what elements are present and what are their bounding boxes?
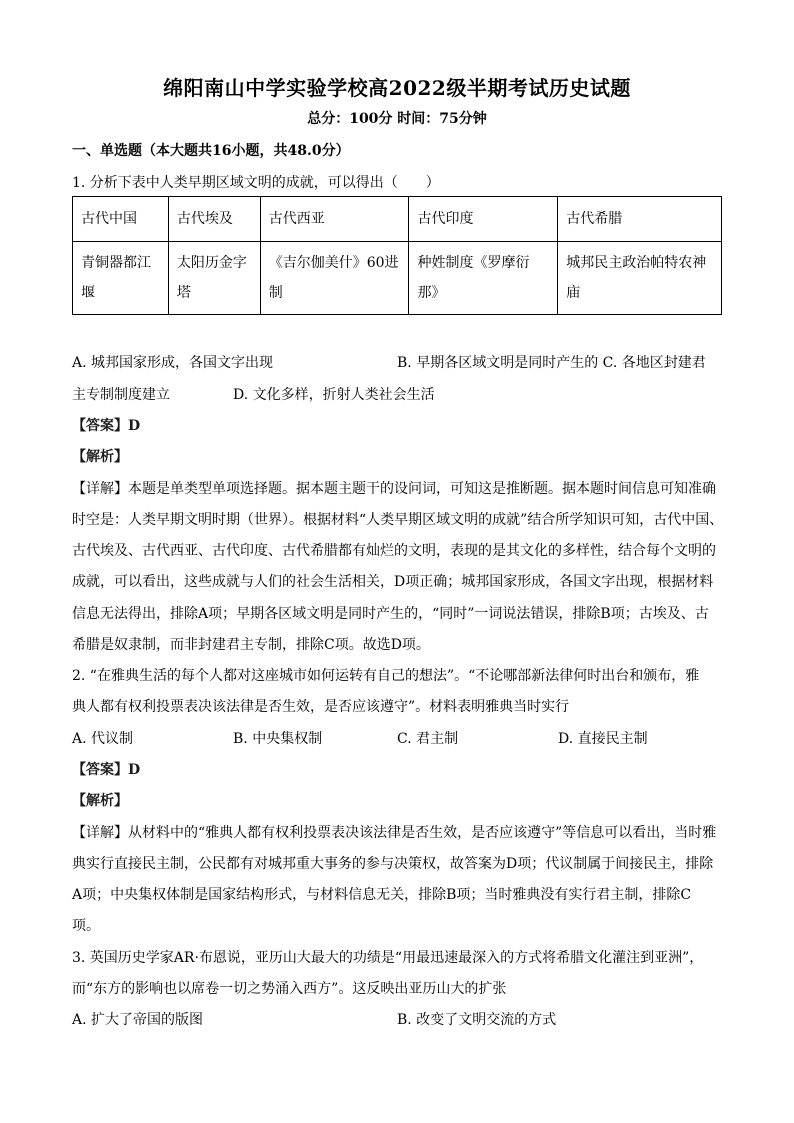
q1-analysis-label: 【解析】 [72,449,128,465]
q1-answer: 【答案】D [72,418,141,434]
table-header-cell: 古代希腊 [558,197,722,242]
q1-detail-line: 【详解】本题是单类型单项选择题。据本题主题干的设问词，可知这是推断题。据本题时间信息可知准确 [72,481,716,497]
q3-option-a: A. 扩大了帝国的版图 [72,1012,204,1028]
q1-stem: 1. 分析下表中人类早期区域文明的成就，可以得出（ ） [72,175,440,191]
table-row [73,242,722,315]
civilization-table [72,196,722,315]
q2-stem-line: 2. “在雅典生活的每个人都对这座城市如何运转有自己的想法”。“不论哪部新法律何时出台和颁布，雅 [72,668,700,684]
table-header-row [73,197,722,242]
table-cell: 《吉尔伽美什》60进制 [260,242,409,315]
table-cell: 青铜器都江堰 [73,242,169,315]
q2-analysis-label: 【解析】 [72,793,128,809]
section-heading: 一、单选题（本大题共16小题，共48.0分） [72,143,350,159]
q1-option-b-c: B. 早期各区域文明是同时产生的 C. 各地区封建君 [397,355,706,371]
exam-info: 总分：100分 时间：75分钟 [307,111,487,127]
q2-detail-line: 典实行直接民主制，公民都有对城邦重大事务的参与决策权，故答案为D项；代议制属于间接民主，排除 [72,856,714,872]
q1-detail-line: 古代埃及、古代西亚、古代印度、古代希腊都有灿烂的文明，表现的是其文化的多样性，结合每个文明的 [72,543,716,559]
q2-option-b: B. 中央集权制 [233,731,323,747]
table-header-cell: 古代西亚 [260,197,409,242]
q2-stem-line: 典人都有权利投票表决该法律是否生效，是否应该遵守”。材料表明雅典当时实行 [72,699,570,715]
table-header-cell: 古代印度 [409,197,558,242]
q1-detail-line: 信息无法得出，排除A项；早期各区域文明是同时产生的，“同时”一词说法错误，排除B项；古埃及、古 [72,606,709,622]
q2-detail-line: 项。 [72,918,100,934]
q2-option-a: A. 代议制 [72,731,134,747]
q2-option-d: D. 直接民主制 [558,731,648,747]
q1-detail-line: 时空是：人类早期文明时期（世界）。根据材料“人类早期区域文明的成就”结合所学知识可知，古代中国、 [72,512,724,528]
table-cell: 太阳历金字塔 [168,242,260,315]
q2-option-c: C. 君主制 [397,731,459,747]
page-title: 绵阳南山中学实验学校高2022级半期考试历史试题 [163,76,631,100]
table-header-cell: 古代中国 [73,197,169,242]
q2-detail-line: A项；中央集权体制是国家结构形式，与材料信息无关，排除B项；当时雅典没有实行君主制，排除C [72,887,692,903]
q1-option-c-cont: 主专制制度建立 [72,387,170,403]
q1-option-d: D. 文化多样，折射人类社会生活 [233,387,435,403]
table-cell: 城邦民主政治帕特农神庙 [558,242,722,315]
table-cell: 种姓制度《罗摩衍那》 [409,242,558,315]
q2-detail-line: 【详解】从材料中的“雅典人都有权利投票表决该法律是否生效，是否应该遵守”等信息可以看出，当时雅 [72,825,717,841]
q1-detail-line: 希腊是奴隶制，而非封建君主专制，排除C项。故选D项。 [72,637,430,653]
q3-stem-line: 3. 英国历史学家AR·布恩说，亚历山大最大的功绩是“用最迅速最深入的方式将希腊文化灌注到亚洲”， [72,950,704,966]
q2-answer: 【答案】D [72,762,141,778]
q3-option-b: B. 改变了文明交流的方式 [397,1012,557,1028]
q1-option-a: A. 城邦国家形成，各国文字出现 [72,355,274,371]
table-header-cell: 古代埃及 [168,197,260,242]
q3-stem-line: 而“东方的影响也以席卷一切之势涌入西方”。这反映出亚历山大的扩张 [72,981,507,997]
q1-detail-line: 成就，可以看出，这些成就与人们的社会生活相关，D项正确；城邦国家形成，各国文字出现，根据材料 [72,574,714,590]
